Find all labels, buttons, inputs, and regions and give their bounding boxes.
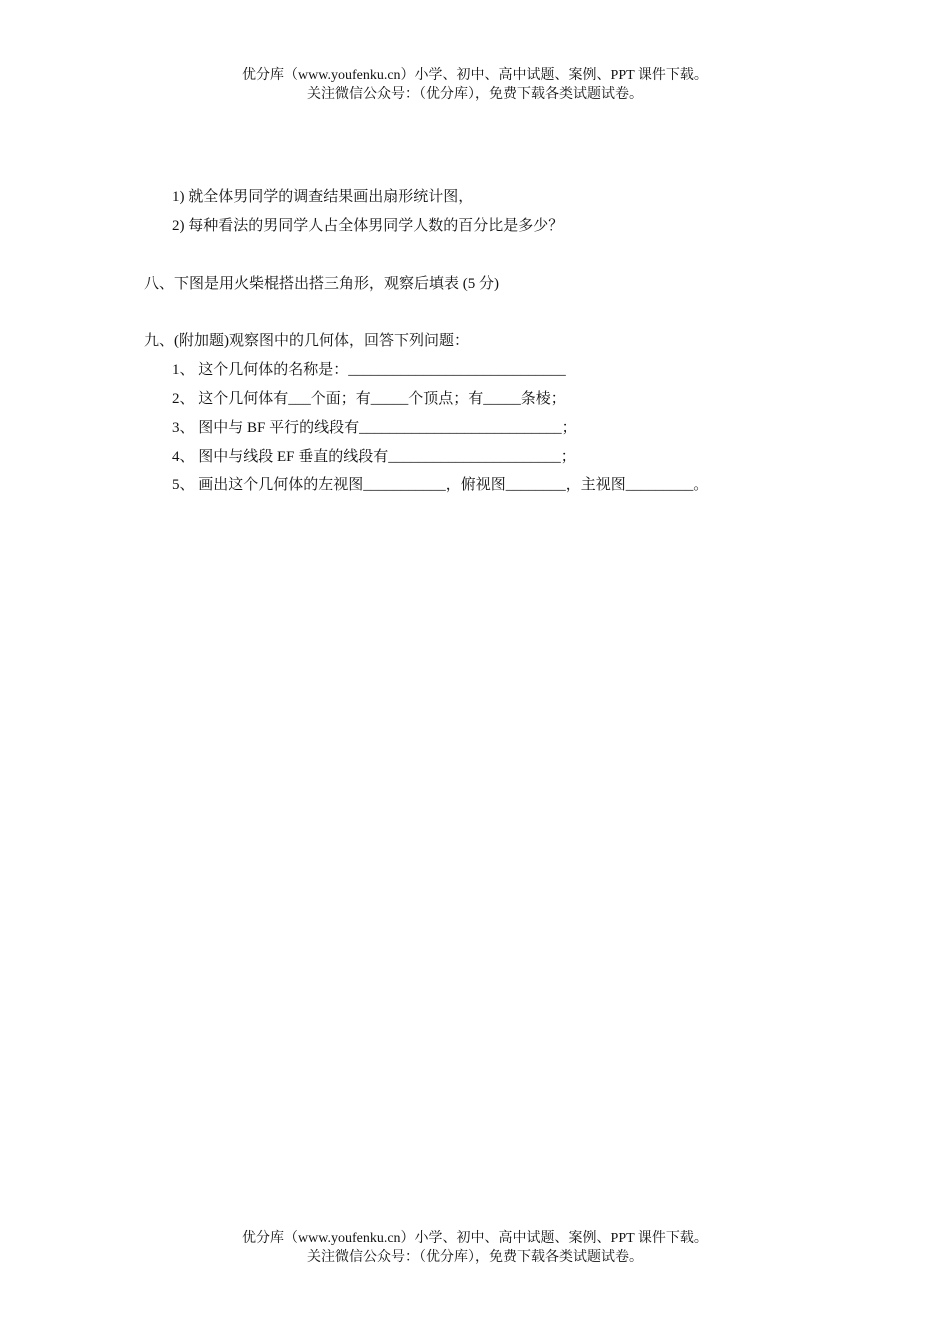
question-9-1: 1、 这个几何体的名称是：_____________________________ <box>172 362 566 378</box>
question-9-3: 3、 图中与 BF 平行的线段有___________________________； <box>172 420 577 436</box>
question-9-5: 5、 画出这个几何体的左视图___________，俯视图________，主视图_________。 <box>172 477 709 493</box>
section-8-title: 八、下图是用火柴棍搭出搭三角形，观察后填表 (5 分) <box>144 276 499 292</box>
footer-line-1: 优分库（www.youfenku.cn）小学、初中、高中试题、案例、PPT 课件下载。 <box>242 1231 708 1246</box>
header-line-1: 优分库（www.youfenku.cn）小学、初中、高中试题、案例、PPT 课件下载。 <box>242 68 708 83</box>
question-9-4: 4、 图中与线段 EF 垂直的线段有_______________________； <box>172 449 576 465</box>
question-7-2: 2) 每种看法的男同学人占全体男同学人数的百分比是多少？ <box>172 218 564 234</box>
section-9-title: 九、(附加题)观察图中的几何体，回答下列问题： <box>144 333 469 349</box>
page-footer <box>0 1229 950 1267</box>
question-9-2: 2、 这个几何体有___个面；有_____个顶点；有_____条棱； <box>172 391 566 407</box>
page-header <box>0 66 950 104</box>
header-line-2: 关注微信公众号：（优分库），免费下载各类试题试卷。 <box>307 87 643 102</box>
question-7-1: 1) 就全体男同学的调查结果画出扇形统计图， <box>172 189 474 205</box>
footer-line-2: 关注微信公众号：（优分库），免费下载各类试题试卷。 <box>307 1250 643 1265</box>
